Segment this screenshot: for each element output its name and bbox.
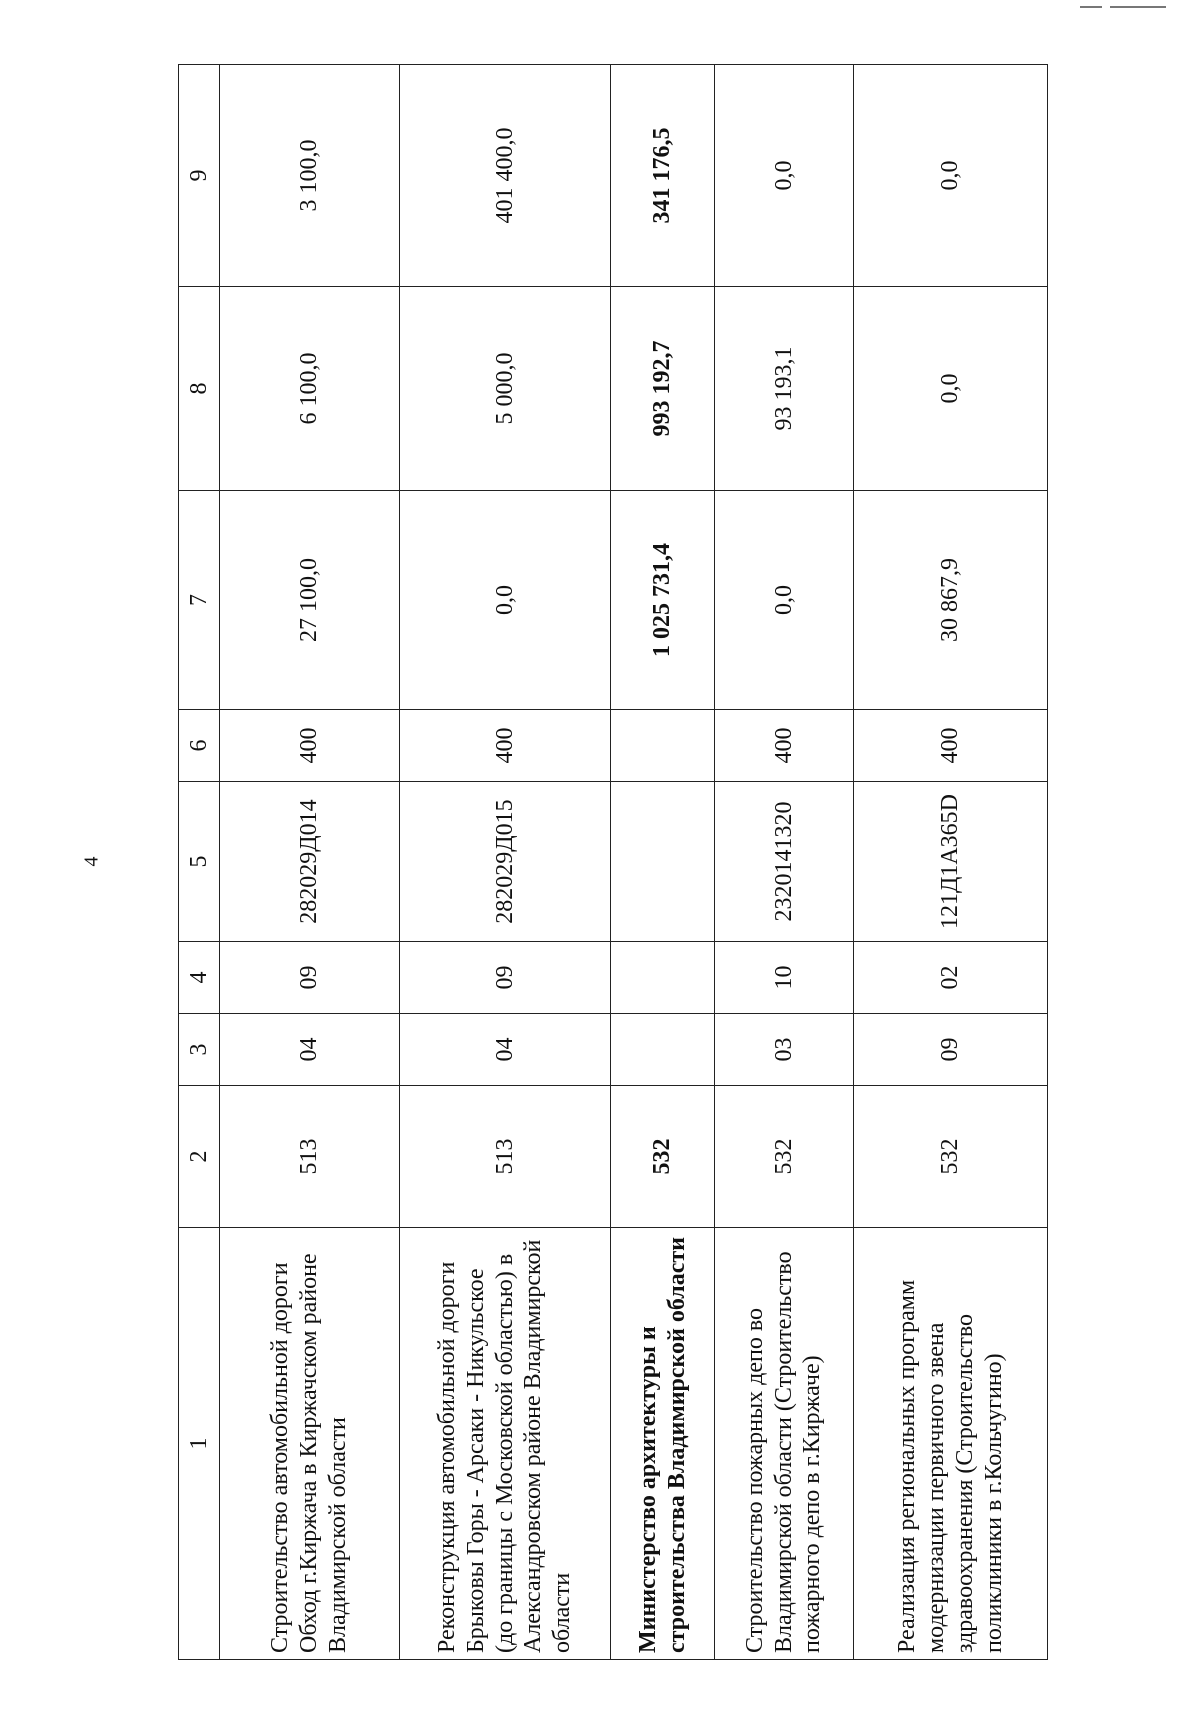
table-cell: 03 — [714, 1014, 854, 1086]
table-cell: 10 — [714, 942, 854, 1014]
header-cell: 1 — [179, 1228, 220, 1660]
table-cell: 341 176,5 — [611, 65, 714, 287]
table-cell: 0,0 — [854, 65, 1048, 287]
table-cell: 6 100,0 — [220, 287, 400, 491]
table-cell: 0,0 — [714, 65, 854, 287]
table-cell — [611, 710, 714, 782]
table-cell: 3 100,0 — [220, 65, 400, 287]
table-cell: 400 — [399, 710, 611, 782]
table-cell: 0,0 — [399, 491, 611, 710]
table-cell: 27 100,0 — [220, 491, 400, 710]
row-name-cell: Строительство автомобильной дороги Обход г.Киржача в Киржачском районе Владимирской области — [220, 1228, 400, 1660]
budget-table — [178, 64, 1048, 1660]
table-cell: 04 — [220, 1014, 400, 1086]
table-row — [714, 65, 854, 1660]
page-number: 4 — [80, 856, 103, 867]
header-cell: 7 — [179, 491, 220, 710]
scan-artifact — [1110, 6, 1166, 8]
table-cell: 532 — [714, 1086, 854, 1228]
table-row — [611, 65, 714, 1660]
table-cell: 401 400,0 — [399, 65, 611, 287]
table-row — [399, 65, 611, 1660]
header-cell: 3 — [179, 1014, 220, 1086]
table-cell: 5 000,0 — [399, 287, 611, 491]
table-cell: 0,0 — [714, 491, 854, 710]
table-cell: 09 — [220, 942, 400, 1014]
table-cell: 93 193,1 — [714, 287, 854, 491]
header-cell: 4 — [179, 942, 220, 1014]
table-cell: 282029Д014 — [220, 782, 400, 942]
table-row — [220, 65, 400, 1660]
table-cell: 400 — [220, 710, 400, 782]
row-name-cell: Строительство пожарных депо во Владимирской области (Строительство пожарного депо в г.Киржаче) — [714, 1228, 854, 1660]
header-cell: 9 — [179, 65, 220, 287]
table-rotator — [178, 65, 1048, 1660]
table-cell: 121Д1А365D — [854, 782, 1048, 942]
table-cell: 0,0 — [854, 287, 1048, 491]
table-cell: 30 867,9 — [854, 491, 1048, 710]
table-cell: 09 — [854, 1014, 1048, 1086]
row-name-cell: Реализация региональных программ модернизации первичного звена здравоохранения (Строительство поликлиники в г.Кольчугино) — [854, 1228, 1048, 1660]
table-cell — [611, 1014, 714, 1086]
table-cell: 532 — [611, 1086, 714, 1228]
table-cell: 04 — [399, 1014, 611, 1086]
table-cell — [611, 782, 714, 942]
header-cell: 6 — [179, 710, 220, 782]
header-cell: 5 — [179, 782, 220, 942]
table-cell: 513 — [399, 1086, 611, 1228]
table-cell: 400 — [854, 710, 1048, 782]
table-cell: 2320141320 — [714, 782, 854, 942]
table-cell: 400 — [714, 710, 854, 782]
table-cell: 282029Д015 — [399, 782, 611, 942]
table-cell: 993 192,7 — [611, 287, 714, 491]
table-cell: 09 — [399, 942, 611, 1014]
table-cell: 513 — [220, 1086, 400, 1228]
row-name-cell: Реконструкция автомобильной дороги Брыковы Горы - Арсаки - Никульское (до границы с Московской областью) в Александровском районе Владимирской области — [399, 1228, 611, 1660]
header-row — [179, 65, 220, 1660]
table-cell: 02 — [854, 942, 1048, 1014]
row-name-cell: Министерство архитектуры и строительства Владимирской области — [611, 1228, 714, 1660]
table-cell: 1 025 731,4 — [611, 491, 714, 710]
table-row — [854, 65, 1048, 1660]
header-cell: 2 — [179, 1086, 220, 1228]
scan-artifact — [1080, 6, 1102, 8]
header-cell: 8 — [179, 287, 220, 491]
table-cell: 532 — [854, 1086, 1048, 1228]
table-cell — [611, 942, 714, 1014]
